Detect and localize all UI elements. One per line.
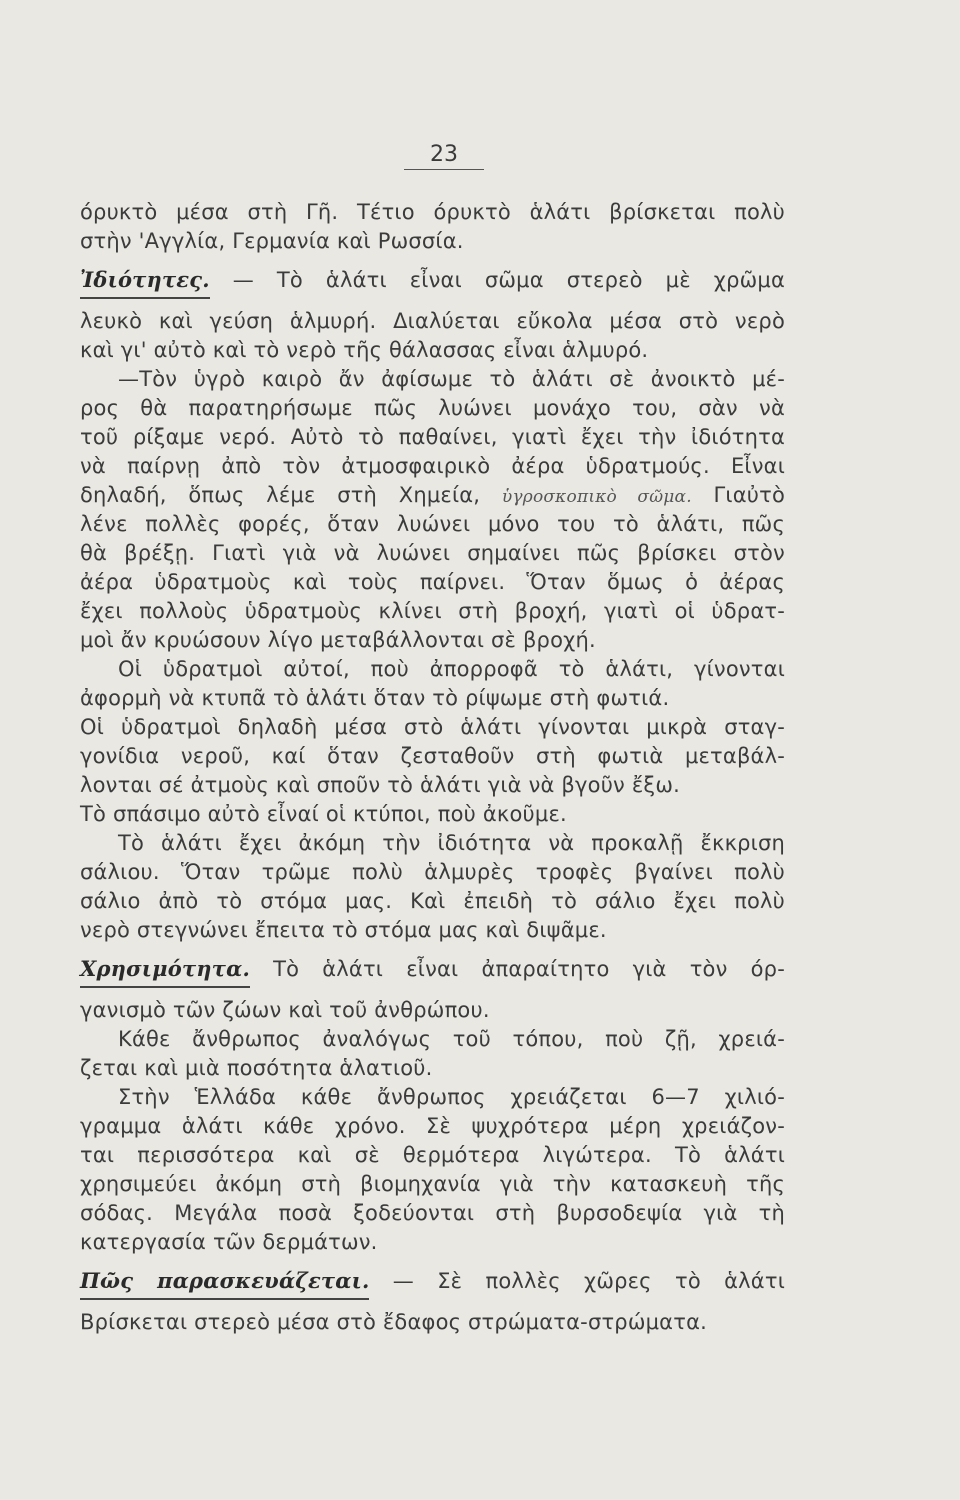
text-line: γραμμα ἁλάτι κάθε χρόνο. Σὲ ψυχρότερα μέρη χρειάζον- — [80, 1114, 785, 1138]
text-line: ρος θὰ παρατηρήσωμε πῶς λυώνει μονάχο του, σὰν νὰ — [80, 396, 785, 420]
text-line: Οἱ ὑδρατμοὶ δηλαδὴ μέσα στὸ ἁλάτι γίνονται μικρὰ σταγ- — [80, 715, 785, 739]
text-line: νὰ παίρνῃ ἀπὸ τὸν ἀτμοσφαιρικὸ ἀέρα ὑδρατμούς. Εἶναι — [80, 454, 785, 478]
text-line: Τὸ ἁλάτι εἶναι ἀπαραίτητο γιὰ τὸν όρ- — [273, 957, 785, 981]
text-line: γονίδια νεροῦ, καί ὅταν ζεσταθοῦν στὴ φωτιὰ μεταβάλ- — [80, 744, 785, 768]
text-line: νερὸ στεγνώνει ἔπειτα τὸ στόμα μας καὶ διψᾶμε. — [80, 918, 607, 942]
text-line: καὶ γι' αὐτὸ καὶ τὸ νερὸ τῆς θάλασσας εἶναι ἁλμυρό. — [80, 338, 649, 362]
text-line: — Τὸ ἁλάτι εἶναι σῶμα στερεὸ μὲ χρῶμα — [232, 268, 785, 292]
text-line: κατεργασία τῶν δερμάτων. — [80, 1230, 378, 1254]
text-line: Κάθε ἄνθρωπος ἀναλόγως τοῦ τόπου, ποὺ ζῇ, χρειά- — [118, 1027, 785, 1051]
text-line: Βρίσκεται στερεὸ μέσα στὸ ἔδαφος στρώματα-στρώματα. — [80, 1310, 707, 1334]
text-line: — Σὲ πολλὲς χῶρες τὸ ἁλάτι — [392, 1269, 785, 1293]
text-line: σάλιο ἀπὸ τὸ στόμα μας. Καὶ ἐπειδὴ τὸ σάλιο ἔχει πολὺ — [80, 889, 785, 913]
term-hygroscopic: ὑγροσκοπικὸ σῶμα. — [501, 487, 692, 507]
text-line: ἀφορμὴ νὰ κτυπᾶ τὸ ἁλάτι ὅταν τὸ ρίψωμε στὴ φωτιά. — [80, 686, 670, 710]
text-line: Στὴν Ἑλλάδα κάθε ἄνθρωπος χρειάζεται 6—7 χιλιό- — [118, 1085, 785, 1109]
text-line: Γιαὐτὸ — [713, 483, 785, 507]
text-line: όρυκτὸ μέσα στὴ Γῆ. Τέτιο όρυκτὸ ἁλάτι βρίσκεται πολὺ — [80, 200, 785, 224]
text-line: χρησιμεύει ἀκόμη στὴ βιομηχανία γιὰ τὴν κατασκευὴ τῆς — [80, 1172, 785, 1196]
text-line: Οἱ ὑδρατμοὶ αὐτοί, ποὺ ἀπορροφᾶ τὸ ἁλάτι, γίνονται — [118, 657, 785, 681]
text-line: σόδας. Μεγάλα ποσὰ ξοδεύονται στὴ βυρσοδεψία γιὰ τὴ — [80, 1201, 785, 1225]
text-line: λονται σέ ἀτμοὺς καὶ σποῦν τὸ ἁλάτι γιὰ νὰ βγοῦν ἔξω. — [80, 773, 680, 797]
text-line: τοῦ ρίξαμε νερό. Αὐτὸ τὸ παθαίνει, γιατὶ ἔχει τὴν ἰδιότητα — [80, 425, 785, 449]
text-line: σάλιου. Ὅταν τρῶμε πολὺ ἁλμυρὲς τροφὲς βγαίνει πολὺ — [80, 860, 785, 884]
section-heading-usefulness: Χρησιμότητα. — [80, 956, 250, 981]
section-heading-preparation: Πῶς παρασκευάζεται. — [80, 1268, 370, 1293]
text-line: ζεται καὶ μιὰ ποσότητα ἁλατιοῦ. — [80, 1056, 433, 1080]
text-line: στὴν 'Αγγλία, Γερμανία καὶ Ρωσσία. — [80, 229, 464, 253]
text-line: μοὶ ἄν κρυώσουν λίγο μεταβάλλονται σὲ βροχή. — [80, 628, 596, 652]
text-line: γανισμὸ τῶν ζώων καὶ τοῦ ἀνθρώπου. — [80, 998, 490, 1022]
text-line: δηλαδή, ὅπως λέμε στὴ Χημεία, — [80, 483, 481, 507]
text-line: λένε πολλὲς φορές, ὅταν λυώνει μόνο του τὸ ἁλάτι, πῶς — [80, 512, 785, 536]
page-number: 23 — [404, 142, 484, 170]
text-line: Τὸ ἁλάτι ἔχει ἀκόμη τὴν ἰδιότητα νὰ προκαλῇ ἔκκριση — [118, 831, 785, 855]
text-line: ἀέρα ὑδρατμοὺς καὶ τοὺς παίρνει. Ὅταν ὅμως ὁ ἀέρας — [80, 570, 785, 594]
text-line: ται περισσότερα καὶ σὲ θερμότερα λιγώτερα. Τὸ ἁλάτι — [80, 1143, 785, 1167]
text-line: λευκὸ καὶ γεύση ἁλμυρή. Διαλύεται εὔκολα μέσα στὸ νερὸ — [80, 309, 785, 333]
text-line: Τὸ σπάσιμο αὐτὸ εἶναί οἱ κτύποι, ποὺ ἀκοῦμε. — [80, 802, 567, 826]
text-line: —Τὸν ὑγρὸ καιρὸ ἄν ἀφίσωμε τὸ ἁλάτι σὲ ἀνοικτὸ μέ- — [118, 367, 785, 391]
text-line: θὰ βρέξῃ. Γιατὶ γιὰ νὰ λυώνει σημαίνει πῶς βρίσκει στὸν — [80, 541, 785, 565]
text-line: ἔχει πολλοὺς ὑδρατμοὺς κλίνει στὴ βροχή, γιατὶ οἱ ὑδρατ- — [80, 599, 785, 623]
section-heading-properties: Ἰδιότητες. — [80, 267, 210, 292]
